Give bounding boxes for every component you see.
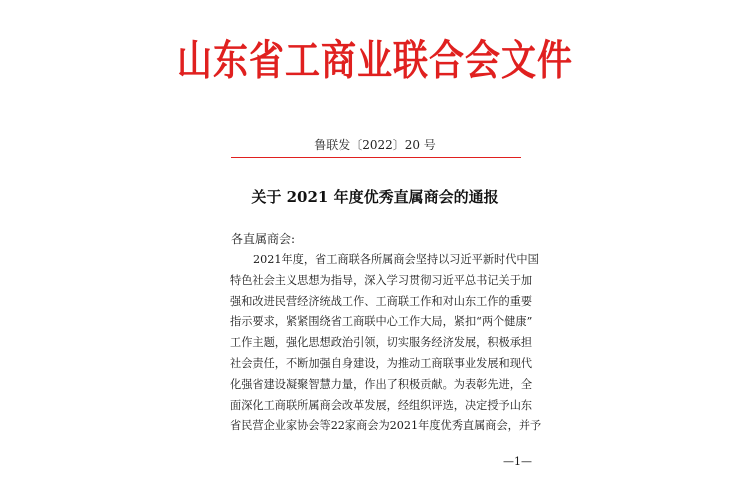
body-line: 社会责任，不断加强自身建设，为推动工商联事业发展和现代 bbox=[230, 356, 533, 370]
red-divider-line bbox=[231, 157, 521, 158]
body-line: 特色社会主义思想为指导，深入学习贯彻习近平总书记关于加 bbox=[230, 273, 533, 287]
body-line: 指示要求，紧紧围绕省工商联中心工作大局，紧扣“两个健康” bbox=[230, 315, 533, 329]
body-line: 2021年度，省工商联各所属商会坚持以习近平新时代中国 bbox=[253, 253, 539, 266]
page-number: —1— bbox=[503, 455, 532, 468]
salutation: 各直属商会: bbox=[231, 232, 296, 246]
notice-title: 关于 2021 年度优秀直属商会的通报 bbox=[251, 188, 499, 206]
body-line: 面深化工商联所属商会改革发展，经组织评选，决定授予山东 bbox=[230, 398, 533, 412]
body-line: 省民营企业家协会等22家商会为2021年度优秀直属商会，并予 bbox=[230, 419, 542, 433]
document-header-title: 山东省工商业联合会文件 bbox=[176, 38, 573, 86]
body-text bbox=[230, 250, 542, 437]
document-number: 鲁联发〔2022〕20 号 bbox=[314, 138, 436, 152]
body-line: 强和改进民营经济统战工作、工商联工作和对山东工作的重要 bbox=[230, 294, 533, 308]
body-line: 化强省建设凝聚智慧力量，作出了积极贡献。为表彰先进，全 bbox=[230, 377, 533, 391]
body-line: 工作主题，强化思想政治引领，切实服务经济发展，积极承担 bbox=[230, 336, 533, 350]
